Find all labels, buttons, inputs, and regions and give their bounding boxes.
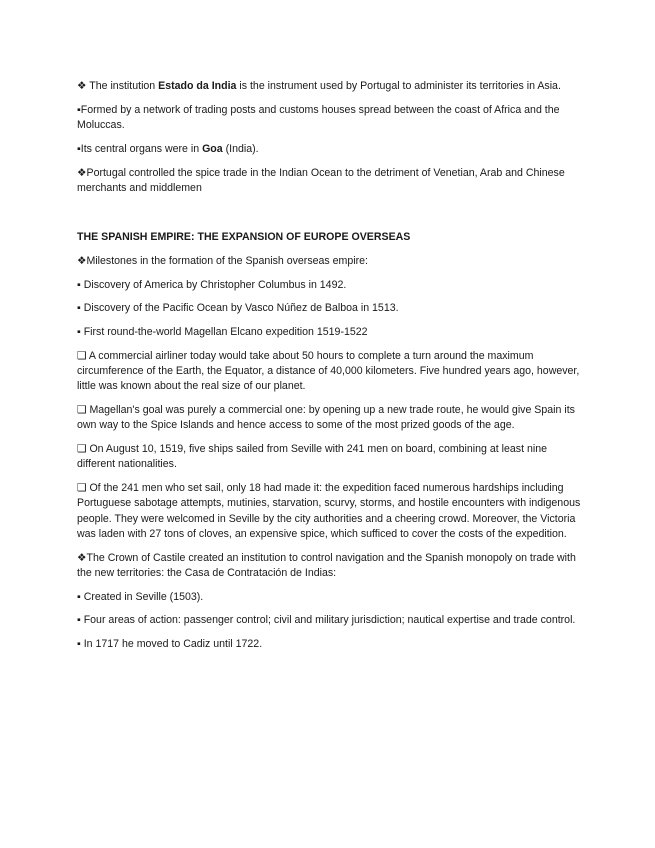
spice-trade-paragraph: ❖Portugal controlled the spice trade in the Indian Ocean to the detriment of Venetian, Arab and Chinese merchants and middlemen (77, 166, 565, 194)
text-segment: ❖ The institution (77, 80, 159, 92)
list-item: ▪ Created in Seville (1503). (77, 590, 204, 603)
list-item: ▪ Discovery of America by Christopher Columbus in 1492. (77, 278, 347, 291)
ships-sailed-paragraph: ❑ On August 10, 1519, five ships sailed from Seville with 241 men on board, combining at least nine different nationalities. (77, 443, 548, 471)
list-item: ▪ Four areas of action: passenger control; civil and military jurisdiction; nautical expertise and trade control. (77, 614, 576, 627)
trading-posts-paragraph: ▪Formed by a network of trading posts and customs houses spread between the coast of Africa and the Moluccas. (77, 103, 560, 131)
section-spacer (77, 205, 582, 230)
text-segment: ▪Its central organs were in (77, 142, 203, 155)
estado-da-india-paragraph (77, 79, 582, 94)
list-item: ▪ In 1717 he moved to Cadiz until 1722. (77, 638, 263, 651)
bold-term: Estado da India (158, 80, 237, 92)
airliner-paragraph: ❑ A commercial airliner today would take about 50 hours to complete a turn around the maximum circumference of the Earth, the Equator, a distance of 40,000 kilometers. Five hundred years ago, however, little was known about the real size of our planet. (77, 349, 580, 393)
survivors-paragraph: ❑ Of the 241 men who set sail, only 18 had made it: the expedition faced numerous hardships including Portuguese sabotage attempts, mutinies, starvation, scurvy, storms, and hostile encounters with indigenous people. They were welcomed in Seville by the city authorities and a cheering crowd. Moreover, the Victoria was laden with 27 tons of cloves, an expensive spice, which sufficed to cover the costs of the expedition. (77, 482, 581, 540)
milestones-paragraph: ❖Milestones in the formation of the Spanish overseas empire: (77, 254, 368, 267)
list-item: ▪ First round-the-world Magellan Elcano expedition 1519-1522 (77, 326, 368, 339)
casa-contratacion-paragraph: ❖The Crown of Castile created an institution to control navigation and the Spanish monopoly on trade with the new territories: the Casa de Contratación de Indias: (77, 551, 576, 579)
central-organs-paragraph (77, 142, 582, 157)
list-item: ▪ Discovery of the Pacific Ocean by Vasco Núñez de Balboa in 1513. (77, 302, 399, 315)
document-page (77, 79, 582, 661)
bold-term: Goa (202, 142, 223, 155)
section-heading: THE SPANISH EMPIRE: THE EXPANSION OF EUROPE OVERSEAS (77, 230, 411, 243)
text-segment: is the instrument used by Portugal to administer its territories in Asia. (236, 80, 561, 92)
text-segment: (India). (222, 142, 259, 155)
magellan-goal-paragraph: ❑ Magellan's goal was purely a commercial one: by opening up a new trade route, he would give Spain its own way to the Spice Islands and hence access to some of the most prized goods of the age. (77, 404, 575, 432)
